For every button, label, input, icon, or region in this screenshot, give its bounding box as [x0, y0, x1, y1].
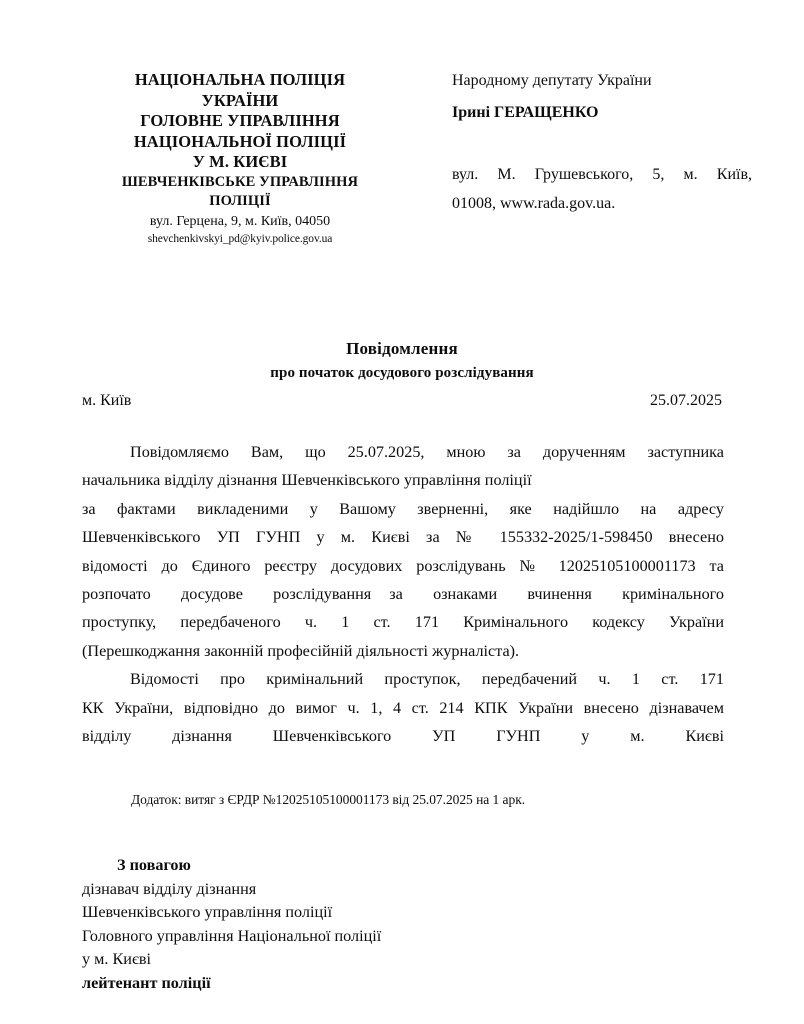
- document-body: [82, 438, 724, 750]
- sender-org-line-1: НАЦІОНАЛЬНА ПОЛІЦІЯ: [134, 70, 346, 89]
- recipient-address-line-2: 01008, www.rada.gov.ua.: [452, 195, 616, 212]
- letterhead-block: [0, 62, 804, 277]
- recipient-address: [452, 160, 752, 218]
- signature-rank: лейтенант поліції: [82, 973, 211, 992]
- sender-suborg-line-2: ПОЛІЦІЇ: [209, 192, 271, 209]
- signature-position-line-3: Головного управління Національної поліції: [82, 926, 382, 945]
- paragraph-1-line-3: за фактами викладеними у Вашому зверненні, яке надійшло на адресу: [82, 499, 724, 518]
- paragraph-1-line-8: (Перешкоджання законній професійній діяльності журналіста).: [82, 641, 520, 660]
- document-date: 25.07.2025: [650, 392, 722, 409]
- paragraph-1-line-7: проступку, передбаченого ч. 1 ст. 171 Кримінального кодексу України: [82, 613, 724, 632]
- recipient-block: [452, 70, 752, 218]
- document-subtitle: про початок досудового розслідування: [270, 365, 534, 381]
- sender-org-line-3: ГОЛОВНЕ УПРАВЛІННЯ: [140, 111, 340, 130]
- document-title: Повідомлення: [346, 339, 458, 358]
- sender-org-line-2: УКРАЇНИ: [201, 90, 279, 110]
- attachment-note: Додаток: витяг з ЄРДР №12025105100001173 від 25.07.2025 на 1 арк.: [131, 792, 526, 807]
- sender-org-line-4: НАЦІОНАЛЬНОЇ ПОЛІЦІЇ: [133, 131, 347, 151]
- signature-position-line-1: дізнавач відділу дізнання: [82, 879, 257, 898]
- recipient-role: Народному депутату України: [452, 72, 652, 89]
- sender-letterhead: [60, 70, 420, 247]
- paragraph-2-line-2: КК України, відповідно до вимог ч. 1, 4 ст. 214 КПК України внесено дізнавачем: [82, 698, 724, 717]
- place-date-row: [82, 390, 722, 411]
- paragraph-2-line-1: Відомості про кримінальний проступок, передбачений ч. 1 ст. 171: [130, 670, 724, 689]
- signature-position-line-2: Шевченківського управління поліції: [82, 903, 333, 921]
- signature-greeting: З повагою: [117, 856, 191, 874]
- paragraph-1-line-2: начальника відділу дізнання Шевченківського управління поліції: [82, 471, 532, 490]
- paragraph-1-line-5: відомості до Єдиного реєстру досудових розслідувань № 12025105100001173 та: [82, 556, 724, 575]
- document-place: м. Київ: [82, 392, 132, 409]
- recipient-address-line-1: вул. М. Грушевського, 5, м. Київ,: [452, 166, 752, 183]
- paragraph-1-line-4: Шевченківського УП ГУНП у м. Києві за № 155332-2025/1-598450 внесено: [82, 528, 724, 547]
- paragraph-2-line-3: відділу дізнання Шевченківського УП ГУНП у м. Києві: [82, 727, 724, 746]
- sender-org-line-5: У М. КИЄВІ: [192, 152, 288, 171]
- paragraph-1-line-6: розпочато досудове розслідування за ознаками вчинення кримінального: [82, 585, 724, 604]
- document-title-block: [0, 338, 804, 384]
- recipient-name: Ірині ГЕРАЩЕНКО: [452, 104, 599, 121]
- signature-block: [82, 854, 381, 995]
- sender-address: вул. Герцена, 9, м. Київ, 04050: [149, 213, 331, 229]
- paragraph-1-line-1: Повідомляємо Вам, що 25.07.2025, мною за дорученням заступника: [130, 443, 724, 461]
- body-paragraph-1: [82, 438, 724, 665]
- sender-email: shevchenkivskyi_pd@kyiv.police.gov.ua: [147, 232, 333, 245]
- sender-suborg-line-1: ШЕВЧЕНКІВСЬКЕ УПРАВЛІННЯ: [121, 173, 359, 190]
- body-paragraph-2: [82, 665, 724, 750]
- signature-position-line-4: у м. Києві: [82, 950, 152, 968]
